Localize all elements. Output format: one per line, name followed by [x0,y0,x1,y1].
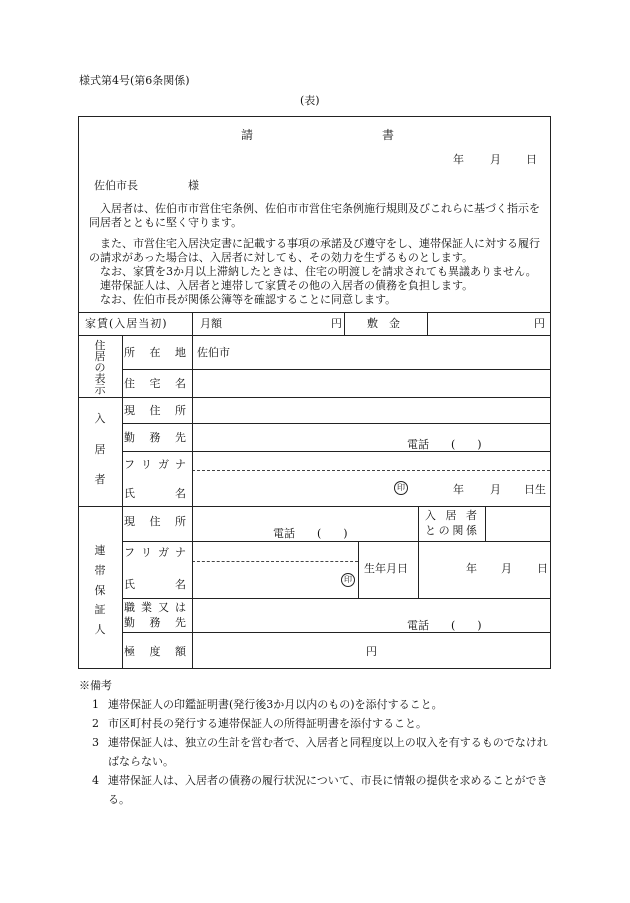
house-name-label-char: 宅 [149,377,161,390]
date-day: 日 [526,153,537,166]
note-number: 3 [92,736,99,749]
note-number: 1 [92,698,99,711]
relation-label-2-char: の [438,524,450,537]
note-text: 市区町村長の発行する連帯保証人の所得証明書を添付すること。 [108,717,427,730]
tenant-workplace-label-char: 務 [149,431,161,444]
tenant-name-label [124,488,186,499]
location-label-char: 地 [175,346,186,359]
tenant-furigana-label [124,459,186,470]
guarantor-name-label-char: 氏 [124,578,135,591]
guarantor-furigana-label-char: フ [124,546,135,559]
date-month: 月 [490,153,501,166]
guarantor-group-label-char: 帯 [94,563,106,577]
job-label-1-char: 職 [124,601,135,614]
form-number: 様式第4号(第6条関係) [79,74,190,87]
job-label-1-char: は [175,601,186,614]
guarantor-address-label-char: 住 [149,515,161,528]
tenant-workplace-label [124,432,186,443]
house-name-label [124,378,186,389]
guarantor-group-label-char: 人 [94,623,106,636]
limit-unit: 円 [366,645,377,658]
guarantor-birth-year: 年 [466,562,477,575]
rent-monthly-unit: 円 [331,317,342,330]
housing-group-label-char: の [94,361,106,374]
guarantor-address-label [124,516,186,527]
limit-label [124,646,186,657]
tenant-name-label-char: 名 [175,487,186,500]
location-value: 佐伯市 [197,346,230,359]
relation-label-2-char: 係 [465,524,477,537]
location-label-char: 所 [124,346,135,359]
guarantor-job-phone: 電話 ( ) [407,619,482,632]
guarantor-address-label-char: 所 [175,515,186,528]
tenant-workplace-label-char: 先 [175,431,186,444]
limit-label-char: 極 [124,645,135,658]
note-number: 4 [92,774,99,787]
date-year: 年 [453,153,464,166]
guarantor-furigana-label-char: リ [141,546,152,559]
birth-date-label: 生年月日 [364,562,408,575]
tenant-furigana-label-char: ガ [158,458,169,471]
job-label-1-char: 又 [158,601,169,614]
tenant-group-label-char: 者 [94,473,106,486]
job-label-2 [124,617,186,628]
guarantor-furigana-label [124,547,186,558]
job-label-1 [124,602,186,613]
tenant-furigana-label-char: フ [124,458,135,471]
relation-label-2-char: 関 [452,524,464,537]
deposit-unit: 円 [534,317,545,330]
guarantor-group-label-char: 証 [94,603,106,617]
housing-group-label-char: 居 [94,350,106,363]
tenant-group-label-char: 入 [94,412,106,425]
notes-heading: ※備考 [79,679,112,692]
guarantor-address-label-char: 現 [124,515,135,528]
note-number: 2 [92,717,99,730]
tenant-birth-day: 日生 [524,483,546,496]
tenant-birth-year: 年 [453,483,464,496]
housing-group-label [93,339,107,396]
body-paragraph: 入居者は、佐伯市市営住宅条例、佐伯市市営住宅条例施行規則及びこれらに基づく指示を同居者とともに堅く守ります。 [89,202,540,229]
tenant-group-label [93,413,107,485]
job-label-1-char: 業 [141,601,152,614]
relation-label-1-char: 者 [466,509,477,522]
tenant-name-label-char: 氏 [124,487,135,500]
guarantor-seal-icon: 印 [341,573,355,587]
location-label-char: 在 [149,346,161,359]
job-label-2-char: 務 [149,616,161,629]
tenant-address-label-char: 所 [175,404,186,417]
location-label [124,347,186,358]
house-name-label-char: 住 [124,377,135,390]
tenant-furigana-label-char: ナ [175,458,186,471]
guarantor-name-label-char: 名 [175,578,186,591]
body-paragraph: なお、家賃を3か月以上滞納したときは、住宅の明渡しを請求されても異議ありません。 [100,265,537,278]
note-text: 連帯保証人は、入居者の債務の履行状況について、市長に情報の提供を求めることができる。 [108,774,548,806]
tenant-address-label-char: 現 [124,404,135,417]
limit-label-char: 度 [149,645,161,658]
guarantor-birth-month: 月 [501,562,512,575]
tenant-address-label [124,405,186,416]
guarantor-group-label [93,545,107,635]
guarantor-address-phone: 電話 ( ) [273,527,348,540]
guarantor-birth-day: 日 [537,562,548,575]
guarantor-furigana-label-char: ナ [175,546,186,559]
form-side-label: (表) [300,94,320,107]
relation-label-2-char: と [425,524,436,537]
title-char-2: 書 [382,128,395,142]
relation-label-1 [425,510,477,521]
note-text: 連帯保証人は、独立の生計を営む者で、入居者と同程度以上の収入を有するものでなければならない。 [108,736,548,768]
body-paragraph: また、市営住宅入居決定書に記載する事項の承諾及び遵守をし、連帯保証人に対する履行の請求があった場合は、入居者に対しても、その効力を生ずるものとします。 [89,237,540,264]
tenant-workplace-label-char: 勤 [124,431,135,444]
rent-monthly-label: 月額 [200,317,222,330]
addressee-honorific: 様 [188,179,199,192]
deposit-label: 敷 金 [367,317,400,330]
housing-group-label-char: 示 [94,383,106,396]
body-paragraph: 連帯保証人は、入居者と連帯して家賃その他の入居者の債務を負担します。 [100,279,474,292]
relation-label-2 [425,525,477,536]
housing-group-label-char: 表 [94,372,106,385]
body-paragraph: なお、佐伯市長が関係公簿等を確認することに同意します。 [100,293,397,306]
title-char-1: 請 [241,128,254,142]
guarantor-group-label-char: 保 [94,583,106,597]
housing-group-label-char: 住 [94,339,106,352]
limit-label-char: 額 [175,645,186,658]
tenant-phone: 電話 ( ) [407,438,482,451]
guarantor-furigana-label-char: ガ [158,546,169,559]
tenant-address-label-char: 住 [149,404,161,417]
relation-label-1-char: 居 [445,509,457,522]
job-label-2-char: 先 [175,616,186,629]
guarantor-group-label-char: 連 [94,544,106,557]
relation-label-1-char: 入 [425,509,436,522]
tenant-birth-month: 月 [490,483,501,496]
rent-label: 家賃(入居当初) [85,317,168,330]
tenant-group-label-char: 居 [94,442,106,456]
addressee-name: 佐伯市長 [94,179,138,192]
note-text: 連帯保証人の印鑑証明書(発行後3か月以内のもの)を添付すること。 [108,698,443,711]
house-name-label-char: 名 [175,377,186,390]
guarantor-name-label [124,579,186,590]
pledge-form [78,116,551,669]
tenant-seal-icon: 印 [394,481,408,495]
job-label-2-char: 勤 [124,616,135,629]
tenant-furigana-label-char: リ [141,458,152,471]
